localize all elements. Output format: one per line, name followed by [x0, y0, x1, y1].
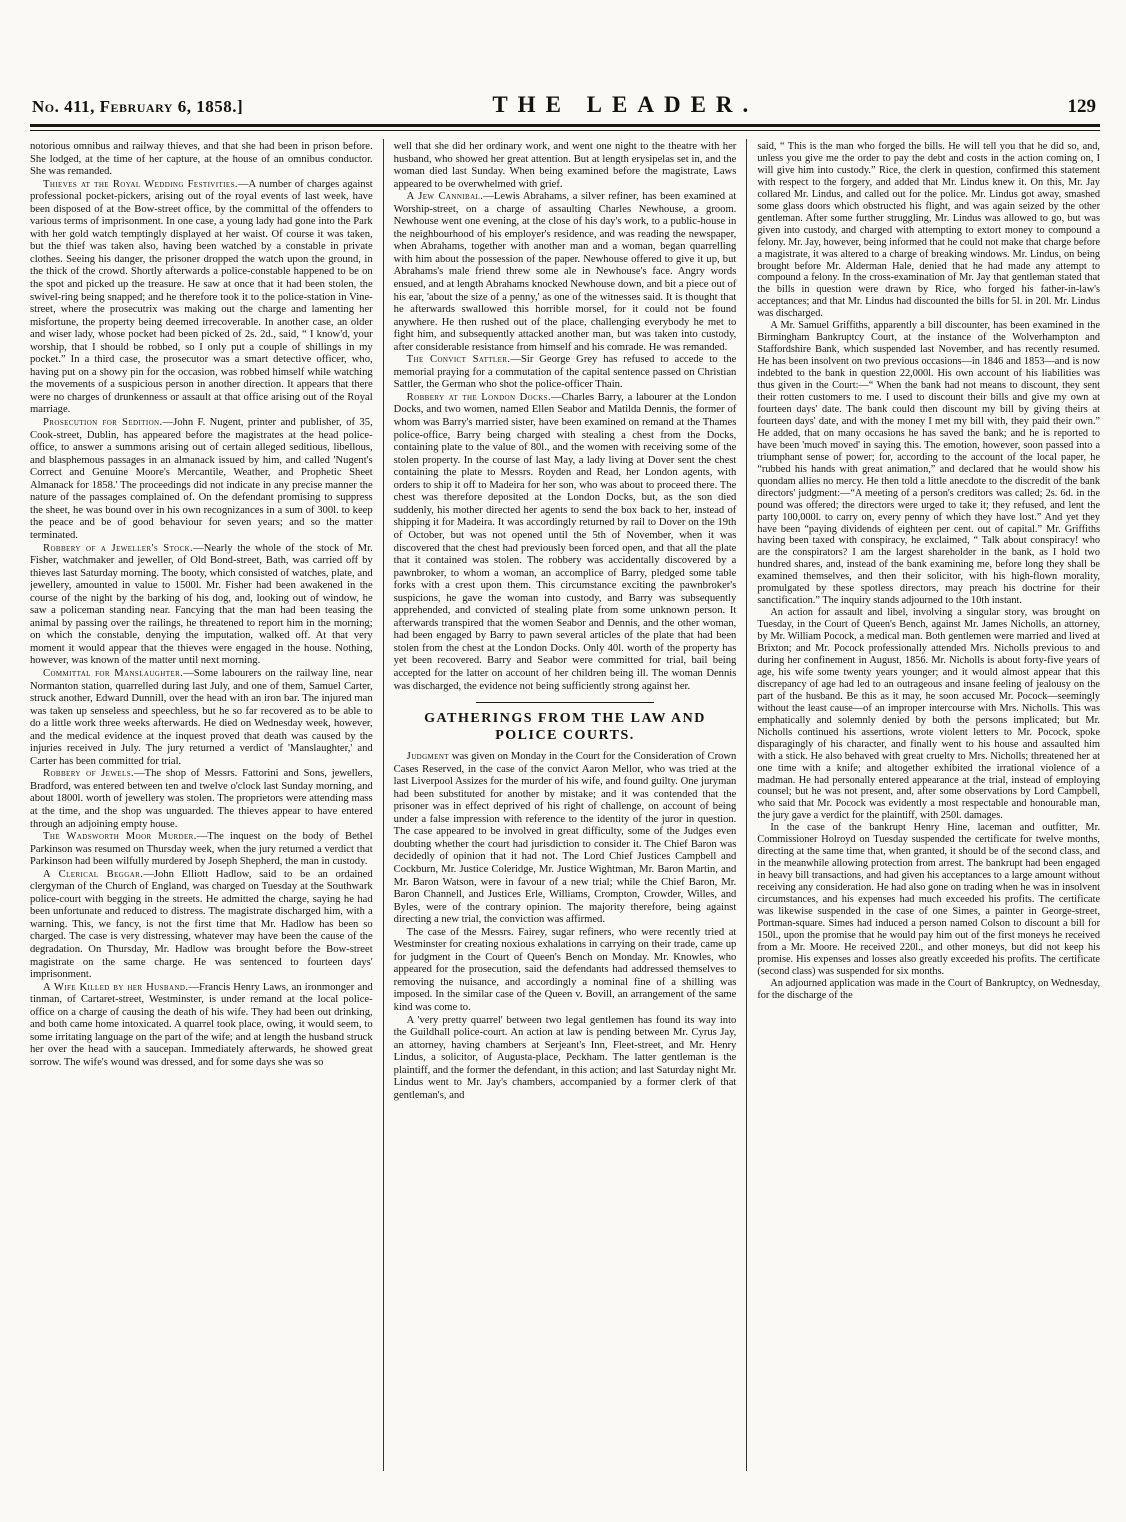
- news-paragraph: A 'very pretty quarrel' between two legal gentlemen has found its way into the Guildhall police-court. An action at law is pending between Mr. Cyrus Jay, an attorney, having chambers at Serjeant's Inn, Fleet-street, and Mr. Henry Lindus, a solicitor, of Augusta-place, Peckham. The latter gentleman is the plaintiff, and the former the defendant, in this action; and last Saturday night Mr. Lindus went to Mr. Jay's chambers, accompanied by a former clerk of that gentleman's, and: [393, 1014, 737, 1101]
- paragraph-lead: Committal for Manslaughter.: [43, 667, 184, 679]
- news-paragraph: An adjourned application was made in the Court of Bankruptcy, on Wednesday, for the discharge of the: [757, 977, 1101, 1001]
- news-paragraph: An action for assault and libel, involving a singular story, was brought on Tuesday, in the Court of Queen's Bench, against Mr. James Nicholls, an attorney, by Mr. William Pocock, a medical man. Both gentlemen were married and lived at Brixton; and Mr. Pocock professionally attended Mrs. Nicholls previous to and during her confinement in August, 1856. Mr. Nicholls is about forty-five years of age, his wife some twenty years younger; and it would almost appear that this discrepancy of age had led to an outrageous and insane feeling of jealousy on the part of the husband. Be this as it may, he soon accused Mr. Pocock—seemingly without the least cause—of an improper intercourse with Mrs. Nicholls. This was emphatically and solemnly denied by both the persons implicated; but Mr. Nicholls continued his assertions, wrote violent letters to Mr. Pocock, spoke disparagingly of his character, and finally went to his house and assaulted him with a stick. He also behaved with great cruelty to Mrs. Nicholls; threatened her at one time with a knife; and altogether exhibited the irrational violence of a madman. He had personally entered appearance at the trial, instead of employing counsel; but he was not present, and, after some observations by Lord Campbell, who said that Mr. Pocock was evidently a most respectable and honourable man, the jury gave a verdict for the plaintiff, with 250l. damages.: [757, 607, 1101, 822]
- column-2: [383, 139, 747, 1471]
- news-paragraph: Thieves at the Royal Wedding Festivities.—A number of charges against professional pocket-pickers, arising out of the royal events of last week, have been disposed of at the Bow-street office, by the committal of the offenders to various terms of imprisonment. In one case, a young lady had gone into the Park with her gold watch temptingly displayed at her waist. Of course it was taken, but the thief was taken also, having been watched by a constable in private clothes. Seeing his danger, the prisoner dropped the watch upon the ground, in the thick of the crowd. Shortly afterwards a police-constable happened to be on the spot and picked up the treasure. He saw at once that it had been stolen, the swivel-ring being snapped; and he therefore took it to the police-station in Vine-street, where the prosecutrix was making out the charge and lamenting her misfortune, the property being deemed irrecoverable. In another case, an older and wiser lady, whose pocket had been picked of 2s. 2d., said, “ I know'd, your worship, that I should be robbed, so I only put a couple of shillings in my pocket.” In a third case, the prosecutor was a smart detective officer, who, having put on a showy pin for the occasion, was robbed himself while watching the movements of a suspicious person in another direction. It appears that there were no charges of drunkenness or assault at that office arising out of the Royal marriage.: [30, 178, 373, 416]
- paragraph-lead: A Wife Killed by her Husband.: [43, 981, 189, 993]
- news-paragraph: Robbery of Jewels.—The shop of Messrs. Fattorini and Sons, jewellers, Bradford, was entered between ten and twelve o'clock last Sunday morning, and about 1800l. worth of jewellery was stolen. The proprietors were attending mass at the time, and the shop was unguarded. The thieves appear to have entered through an adjoining empty house.: [30, 768, 373, 830]
- news-paragraph: A Wife Killed by her Husband.—Francis Henry Laws, an ironmonger and tinman, of Cartaret-street, Westminster, is under remand at the local police-office on a charge of causing the death of his wife. They had been out drinking, and both came home intoxicated. A quarrel took place, owing, it would seem, to some irritating language on the part of the wife; and at length the husband struck her over the head with a saucepan. Immediately afterwards, he showed great sorrow. The wife's wound was dressed, and for some days she was so: [30, 981, 373, 1068]
- issue-date: No. 411, February 6, 1858.]: [32, 97, 244, 116]
- continued-paragraph: well that she did her ordinary work, and went one night to the theatre with her husband, who showed her great attention. But at length erysipelas set in, and the woman died last Sunday. When being examined before the magistrate, Laws appeared to be overwhelmed with grief.: [393, 141, 737, 190]
- paragraph-lead: Robbery of a Jeweller's Stock.: [43, 542, 194, 554]
- news-paragraph: The case of the Messrs. Fairey, sugar refiners, who were recently tried at Westminster for creating noxious exhalations in carrying on their trade, came up for judgment in the Court of Queen's Bench on Monday. Mr. Knowles, who appeared for the prosecution, said the defendants had addressed themselves to removing the nuisance, and accordingly a nominal fine of a shilling was imposed. In the similar case of the Queen v. Bovill, an arrangement of the same kind was come to.: [393, 926, 737, 1013]
- paragraph-lead: Thieves at the Royal Wedding Festivities.: [43, 178, 238, 190]
- news-paragraph: The Wadsworth Moor Murder.—The inquest on the body of Bethel Parkinson was resumed on Thursday week, when the jury returned a verdict that Parkinson had been wilfully murdered by Joseph Shepherd, the man in custody.: [30, 831, 373, 868]
- masthead-title: THE LEADER.: [492, 92, 759, 117]
- paragraph-lead: Judgment: [406, 751, 449, 763]
- page-number: 129: [1067, 96, 1096, 117]
- column-1: [30, 139, 383, 1471]
- continued-paragraph: said, “ This is the man who forged the bills. He will tell you that he did so, and, unless you give me the order to pay the debt and costs in the action coming on, I will give him into custody.” Rice, the clerk in question, confirmed this statement with respect to the forgery, and added that Mr. Lindus knew it. On this, Mr. Jay collared Mr. Lindus, and called out for the police. Mr. Lindus got away, smashed some glass doors which obstructed his flight, and was again seized by the other gentleman. After some further struggling, Mr. Lindus was allowed to go, but was given into custody, and charged with attempting to extort money to compound a felony. Mr. Jay, however, being informed that he could not make that charge before a magistrate, it was altered to a charge of breaking windows. Mr. Lindus, on being brought before Mr. Alderman Hale, denied that he had made any attempt to compound a felony. In the cross-examination of Mr. Jay that gentleman stated that the bills in question were drawn by Rice, who forged his father-in-law's acceptances; and that Mr. Lindus had discounted the bills for 5l. in 20l. Mr. Lindus was discharged.: [757, 141, 1101, 320]
- news-paragraph: A Clerical Beggar.—John Elliott Hadlow, said to be an ordained clergyman of the Church of England, was charged on Tuesday at the Southwark police-court with begging in the streets. He admitted the charge, saying he had been unfortunate and reduced to distress. The magistrate discharged him, with a warning. This, we fancy, is not the first time that Mr. Hadlow has been so charged. The case is very distressing, whatever may have been the cause of the degradation. On Thursday, Mr. Hadlow was brought before the Bow-street magistrate on the same charge. He was sentenced to fourteen days' imprisonment.: [30, 868, 373, 981]
- paragraph-lead: A Clerical Beggar.: [43, 868, 144, 880]
- news-paragraph: A Jew Cannibal.—Lewis Abrahams, a silver refiner, has been examined at Worship-street, on a charge of assaulting Charles Newhouse, a groom. Newhouse went one evening, at the close of his day's work, to a public-house in the neighbourhood of his employer's residence, and was reading the newspaper, when Abrahams, together with another man and a woman, began quarrelling with him about the possession of the paper. Newhouse offered to give it up, but Abrahams's male friend threw some ale in Newhouse's face. Angry words ensued, and at length Abrahams knocked Newhouse down, and bit a piece out of his ear, 'about the size of a penny,' as one of the witnesses said. It is thought that he afterwards swallowed this horrible morsel, for it could not be found anywhere. He then rushed out of the place, challenging everybody he met to fight him, and subsequently attacked another man, but was taken into custody, after considerable resistance from himself and his comrade. He was remanded.: [393, 191, 737, 353]
- news-paragraph: Robbery at the London Docks.—Charles Barry, a labourer at the London Docks, and two women, named Ellen Seabor and Matilda Dennis, the former of whom was Barry's married sister, have been examined on remand at the Thames police-office, Barry being charged with stealing a chest from the Docks, containing plate to the value of 80l., and the women with receiving some of the stolen property. In the course of last May, a lady living at Dover sent the chest containing the plate to Messrs. Royden and Read, her London agents, with orders to ship it off to Madeira for her son, who was about to proceed there. The chest was therefore deposited at the London Docks, but, as the son died suddenly, his mother directed her agents to send the box back to her, instead of shipping it for Madeira. It was accordingly returned by rail to Dover on the 19th of October, but was not opened until the 5th of November, when it was discovered that the chest had previously been forced open, and that all the plate that it contained was stolen. The robbery was accidentally discovered by a pawnbroker, to whom a woman, an accomplice of Barry, pledged some table forks with a crest upon them. This circumstance exciting the pawnbroker's suspicions, he gave the woman into custody, and Barry was subsequently apprehended, and convicted of stealing plate from some unknown person. It afterwards transpired that the women Seabor and Dennis, and the other woman, had been engaged by Barry to pawn several articles of the plate that had been stolen from the chest at the London Docks. Only 40l. worth of the property has yet been recovered. Barry and Seabor were committed for trial, bail being accepted for the latter on account of her children being ill. The woman Dennis was discharged, the evidence not being sufficiently strong against her.: [393, 391, 737, 692]
- page-header: [30, 92, 1100, 124]
- paragraph-lead: The Convict Sattler.: [406, 354, 511, 366]
- news-paragraph: A Mr. Samuel Griffiths, apparently a bill discounter, has been examined in the Birmingham Bankruptcy Court, at the instance of the Wolverhampton and Staffordshire Bank, which suspended last November, and has recently resumed. He has been insolvent on two previous occasions—in 1846 and 1853—and is now indebted to the bank in question 22,000l. His own account of his liabilities was thus given in the Court:—“ When the bank had not means to discount, they sent their rotten customers to me. I used to discount their bills and give my own at fourteen days' date. The bank could then discount my bill by giving theirs at fourteen days' date, and with the money I met my bill with, they paid their own.” He added, that on many occasions he has saved the bank; and he is reported to have been 'much moved' in saying this. The emotion, however, soon passed into a triumphant sense of power; for, according to the account of the local paper, he “rubbed his hands with great animation,” and declared that he would show his quondam allies no mercy. He then told a little anecdote to the discredit of the bank directors' judgment:—“A meeting of a person's creditors was called; 2s. 6d. in the pound was offered; the directors were urged to take it; they refused, and lent the party 100,000l. to carry on, every penny of which they have lost.” And yet they have been “paying dividends of eighteen per cent. out of capital.” Mr. Griffiths having been taxed with conspiracy, he exclaimed, “ Talk about conspiracy! who are the conspirators? I am the largest shareholder in the bank, as I hold two hundred shares, and, instead of the bank examining me, before long they shall be examined themselves, and then their solicitor, with his high-flown morality, promulgated by these spotless directors, may preach his doctrine for their sanctification.” The inquiry stands adjourned to the 10th instant.: [757, 320, 1101, 607]
- section-heading: GATHERINGS FROM THE LAW AND POLICE COURTS.: [424, 711, 706, 744]
- news-paragraph: Committal for Manslaughter.—Some labourers on the railway line, near Normanton station, quarrelled during last July, and one of them, Samuel Carter, struck another, Edward Dunnill, over the head with an iron bar. The injured man was taken up senseless and speechless, but he so far recovered as to be able to do a little work three weeks afterwards. He died on Wednesday week, however, and the medical evidence at the inquest proved that death was caused by the injuries received in July. The jury returned a verdict of 'Manslaughter,' and Carter has been committed for trial.: [30, 667, 373, 767]
- news-paragraph: The Convict Sattler.—Sir George Grey has refused to accede to the memorial praying for a commutation of the capital sentence passed on Christian Sattler, the German who shot the police-officer Thain.: [393, 354, 737, 391]
- news-paragraph: Prosecution for Sedition.—John F. Nugent, printer and publisher, of 35, Cook-street, Dublin, has appeared before the magistrates at the head police-office, to answer a summons arising out of certain alleged seditious, libellous, and blasphemous passages in an almanack issued by him, and called 'Nugent's Correct and Genuine Moore's Mercantile, Weather, and Prophetic Sheet Almanack for 1858.' The proceedings did not indicate in any precise manner the nature of the passages complained of. On the defendant promising to suppress the sheet, he was bound over in his own recognizances in a sum of 300l. to keep the peace and be of good behaviour for seven years; and so the matter terminated.: [30, 417, 373, 541]
- article-columns: [30, 139, 1100, 1471]
- paragraph-lead: Robbery of Jewels.: [43, 768, 135, 780]
- paragraph-lead: The Wadsworth Moor Murder.: [43, 831, 197, 843]
- paragraph-lead: Prosecution for Sedition.: [43, 417, 163, 429]
- section-rule: [476, 702, 654, 703]
- news-paragraph: Judgment was given on Monday in the Court for the Consideration of Crown Cases Reserved, in the case of the convict Aaron Mellor, who was tried at the last Liverpool Assizes for the murder of his wife, and found guilty. One juryman had been substituted for another by mistake; and it was contended that the prisoner was in effect deprived of his right of challenge, on account of being under a false impression with reference to the identity of the juror in question. The case appeared to be involved in great difficulty, some of the Judges even doubting whether the court had jurisdiction to consider it. The Chief Baron was decidedly of opinion that it had not. The Lord Chief Justices Campbell and Cockburn, Mr. Justice Coleridge, Mr. Justice Wightman, Mr. Baron Martin, and Mr. Baron Watson, were in favour of a new trial; while the Chief Baron, Mr. Baron Channell, and Justices Erle, Williams, Crompton, Crowder, Willes, and Byles, were of the contrary opinion. The majority therefore, being against directing a new trial, the conviction was affirmed.: [393, 751, 737, 926]
- news-paragraph: In the case of the bankrupt Henry Hine, laceman and outfitter, Mr. Commissioner Holroyd on Tuesday suspended the certificate for twelve months, directing at the same time that, when granted, it should be of the second class, and in the meanwhile allowing protection from arrest. The bankrupt had been engaged in heavy bill transactions, and had given his acceptances to a large amount without receiving any consideration. He had also gone on trading when he was in insolvent circumstances, and his expenses had much exceeded his profits. The certificate was likewise suspended in the case of one Simes, a painter in George-street, Portman-square. Simes had induced a person named Colson to discount a bill for 150l., upon the promise that he would pay him out of the first moneys he received from a Mr. Moore. He received 220l., and other moneys, but did not keep his promise. His expenses and losses also greatly exceeded his profits. The certificate (second class) was suspended for six months.: [757, 822, 1101, 977]
- paragraph-lead: A Jew Cannibal.: [406, 191, 484, 203]
- column-3: [746, 139, 1100, 1471]
- header-double-rule: [30, 124, 1100, 131]
- continued-paragraph: notorious omnibus and railway thieves, and that she had been in prison before. She lodged, at the time of her capture, at the house of an omnibus conductor. She was remanded.: [30, 141, 373, 178]
- paragraph-lead: Robbery at the London Docks.: [406, 391, 551, 403]
- news-paragraph: Robbery of a Jeweller's Stock.—Nearly the whole of the stock of Mr. Fisher, watchmaker and jeweller, of Old Bond-street, Bath, was carried off by thieves last Saturday morning. The booty, which consisted of watches, plate, and jewellery, amounted in value to 1500l. Mr. Fisher had been awakened in the course of the night by the barking of his dog, and, looking out of window, he saw a policeman standing near. Fancying that the man had been teasing the animal by passing over the railings, he threatened to report him in the morning; on which the constable, denying the imputation, walked off. At that very moment it would appear that the thieves were engaged in the house. Nothing, however, was known of the matter until next morning.: [30, 542, 373, 667]
